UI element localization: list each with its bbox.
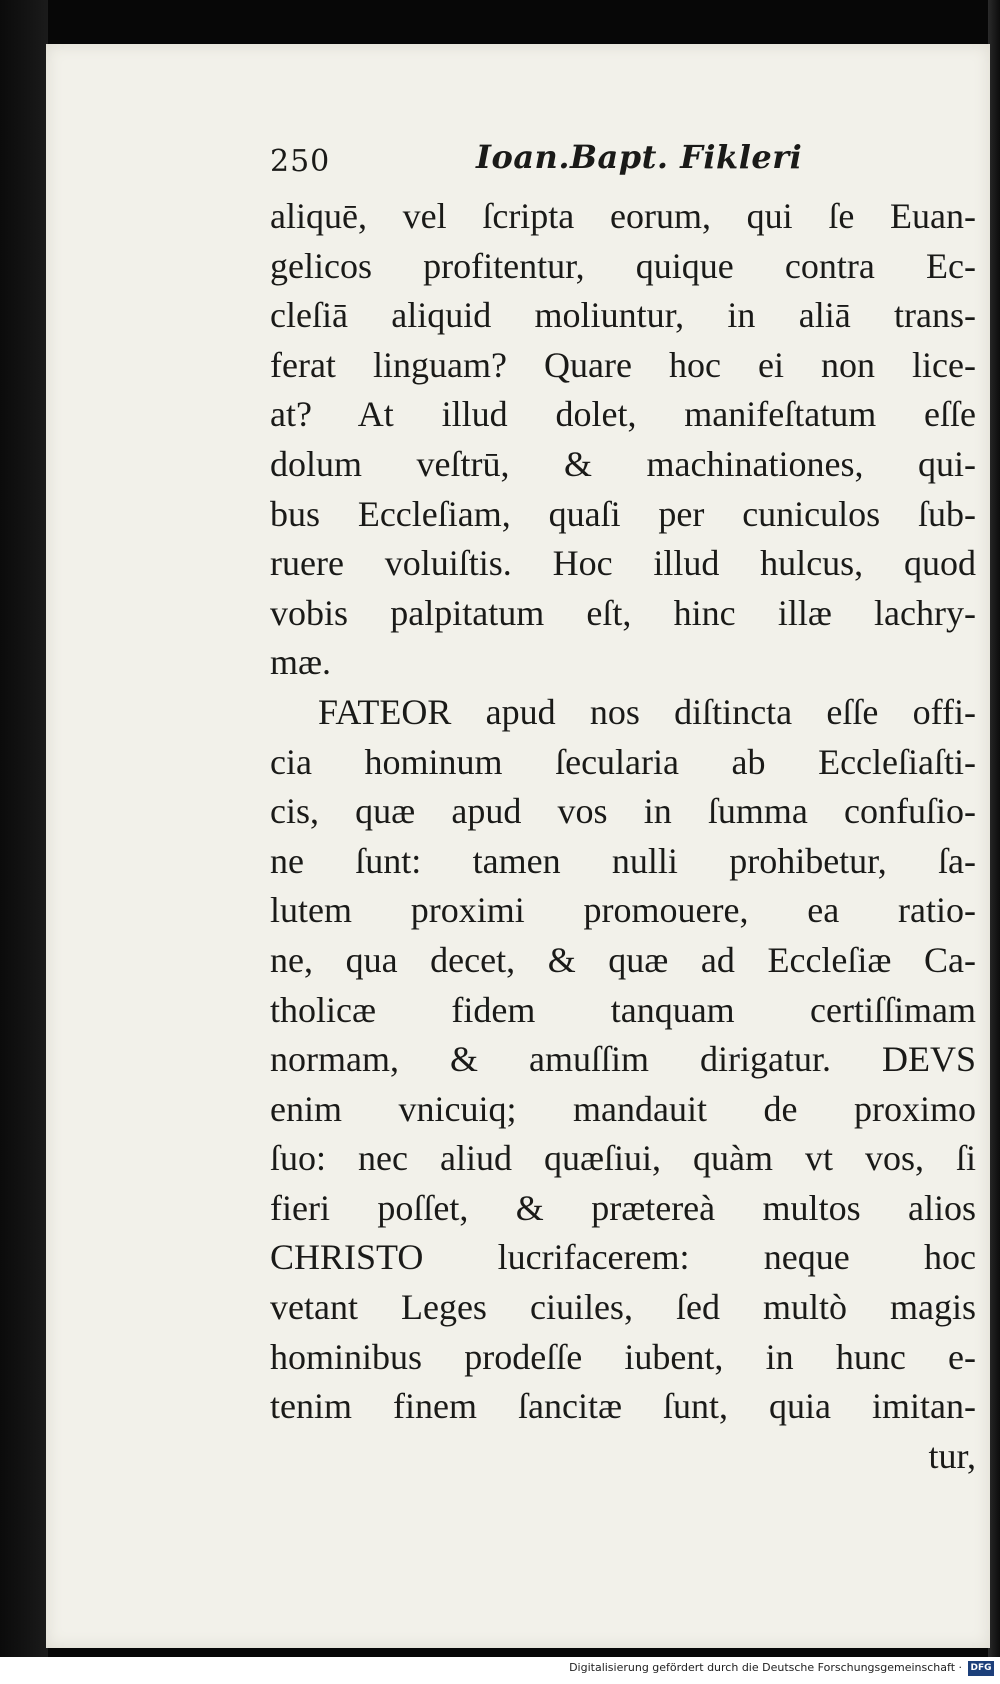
text-line-19: enim vnicuiq; mandauit de proximo — [270, 1088, 976, 1129]
page-content — [270, 136, 976, 1481]
text-line-12: cia hominum ſecularia ab Eccleſiaſti- — [270, 741, 976, 782]
header-title: Ioan.Bapt. Fikleri — [476, 138, 803, 176]
text-line-5: at? At illud dolet, manifeſtatum eſſe — [270, 394, 976, 435]
text-line-10: mæ. — [270, 642, 332, 683]
text-line-24: hominibus prodeſſe iubent, in hunc e- — [270, 1336, 976, 1377]
text-line-20: ſuo: nec aliud quæſiui, quàm vt vos, ſi — [270, 1138, 976, 1179]
text-line-11: FATEOR apud nos diſtincta eſſe offi- — [318, 691, 976, 732]
text-line-14: ne ſunt: tamen nulli prohibetur, ſa- — [270, 840, 976, 881]
book-page — [46, 44, 990, 1648]
text-line-1: aliquē, vel ſcripta eorum, qui ſe Euan- — [270, 196, 976, 236]
text-line-6: dolum veſtrū, & machinationes, qui- — [270, 443, 976, 484]
text-line-15: lutem proximi promouere, ea ratio- — [270, 890, 976, 931]
text-line-18: normam, & amuſſim dirigatur. DEVS — [270, 1039, 976, 1080]
body-text — [270, 192, 976, 1481]
running-head — [270, 136, 976, 192]
text-line-25: tenim finem ſancitæ ſunt, quia imitan- — [270, 1386, 976, 1427]
text-line-13: cis, quæ apud vos in ſumma confuſio- — [270, 791, 976, 832]
text-line-17: tholicæ fidem tanquam certiſſimam — [270, 989, 976, 1030]
footer-bar — [0, 1657, 1000, 1684]
text-line-9: vobis palpitatum eſt, hinc illæ lachry- — [270, 592, 976, 633]
text-line-23: vetant Leges ciuiles, ſed multò magis — [270, 1287, 976, 1328]
text-line-3: cleſiā aliquid moliuntur, in aliā trans- — [270, 295, 976, 336]
text-line-16: ne, qua decet, & quæ ad Eccleſiæ Ca- — [270, 939, 976, 980]
text-line-4: ferat linguam? Quare hoc ei non lice- — [270, 344, 976, 385]
footer-credit: Digitalisierung gefördert durch die Deutsche Forschungsgemeinschaft · — [569, 1661, 962, 1674]
catchword: tur, — [928, 1435, 976, 1476]
text-line-21: fieri poſſet, & prætereà multos alios — [270, 1187, 976, 1228]
book-cover-edge — [0, 0, 48, 1684]
text-line-22: CHRISTO lucrifacerem: neque hoc — [270, 1237, 976, 1278]
text-line-7: bus Eccleſiam, quaſi per cuniculos ſub- — [270, 493, 976, 534]
text-line-8: ruere voluiſtis. Hoc illud hulcus, quod — [270, 543, 976, 584]
dfg-logo: DFG — [968, 1661, 994, 1676]
text-line-2: gelicos profitentur, quique contra Ec- — [270, 245, 976, 286]
page-number: 250 — [270, 144, 331, 179]
